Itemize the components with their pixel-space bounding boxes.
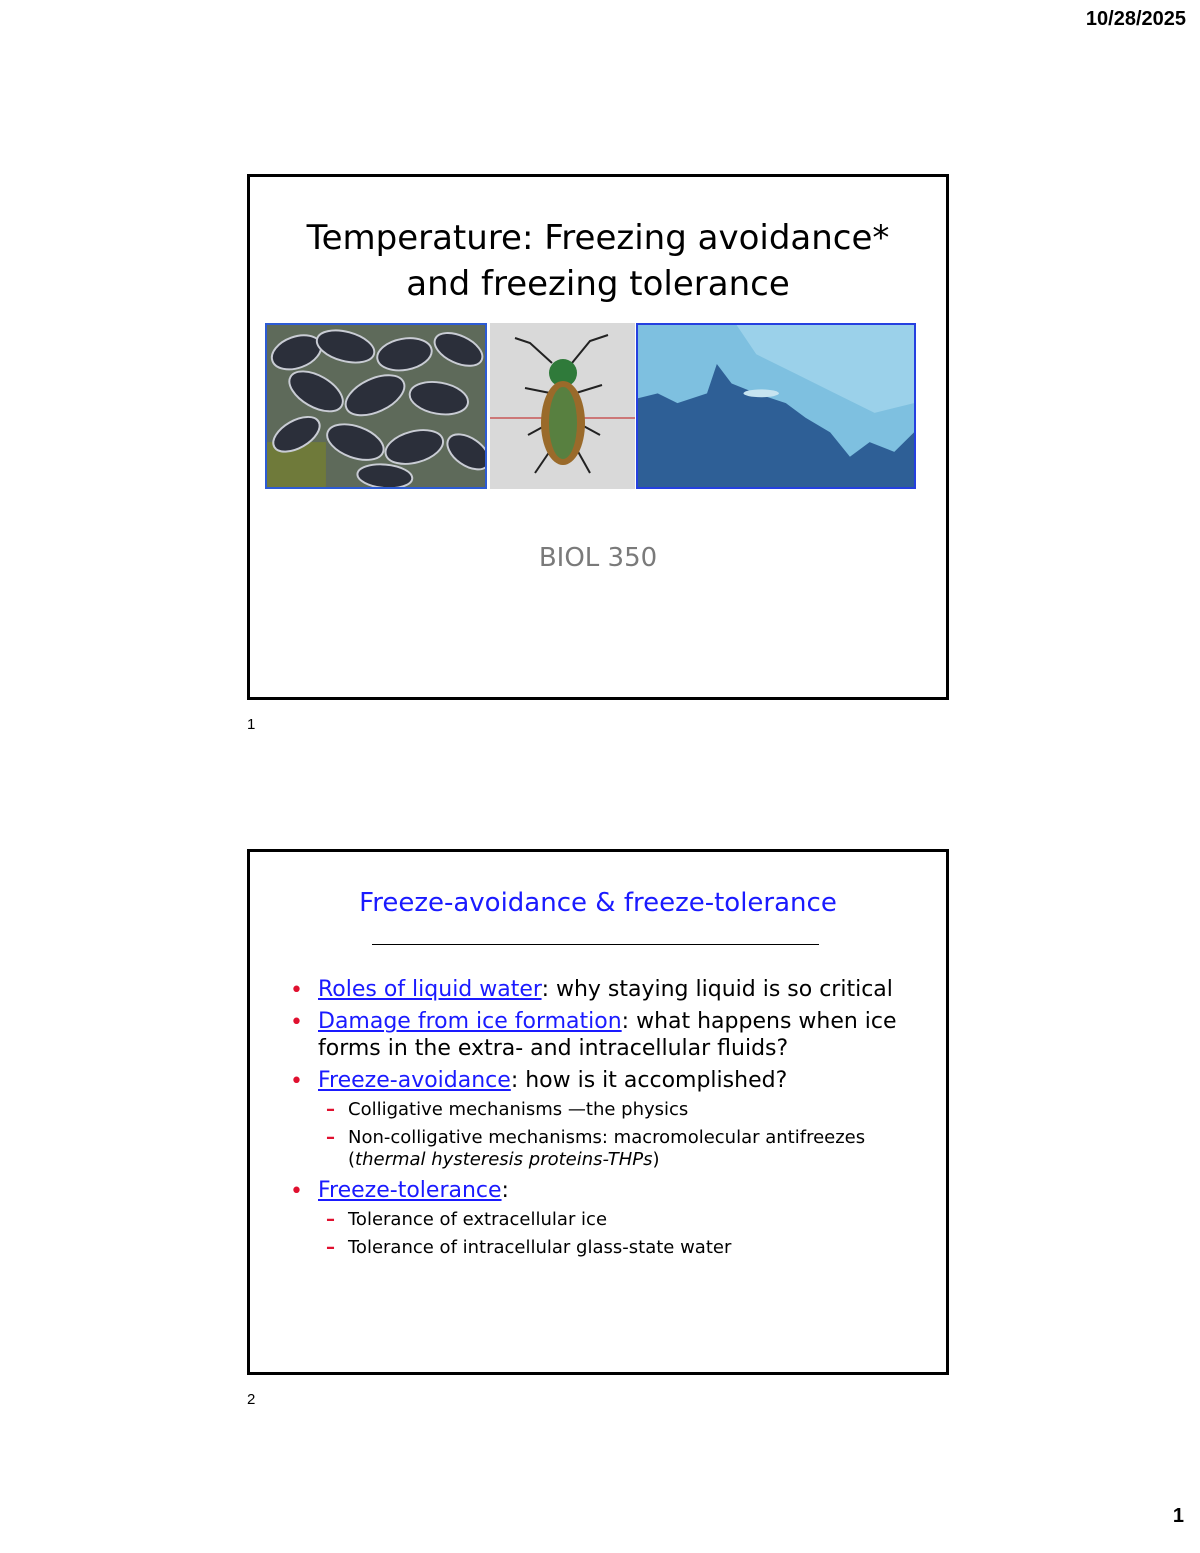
list-item [290,1177,926,1204]
sub-bullet-marker: – [326,1209,335,1230]
list-item-text: : why staying liquid is so critical [541,977,893,1002]
sub-list-item-text: Tolerance of extracellular ice [348,1209,608,1230]
sub-list-item-text: Tolerance of intracellular glass-state water [348,1237,732,1258]
sub-list-item-end: ) [652,1149,660,1170]
link-damage-from-ice-formation[interactable]: Damage from ice formation [318,1009,622,1034]
sub-list-item [290,1127,926,1171]
sub-bullet-marker: – [326,1099,335,1120]
slide-1-title-line-2: and freezing tolerance [406,264,790,304]
sub-bullet-marker: – [326,1127,335,1148]
sub-list-item [290,1237,926,1259]
slide-2 [247,849,949,1375]
list-item [290,1067,926,1094]
slide-1 [247,174,949,700]
slide-2-title: Freeze-avoidance & freeze-tolerance [359,888,837,918]
link-roles-of-liquid-water[interactable]: Roles of liquid water [318,977,542,1002]
list-item [290,1008,926,1062]
ice-photo [636,323,916,489]
slide-1-number: 1 [247,716,256,733]
list-item-text: : what happens when ice forms in the extra- and intracellular fluids? [318,1009,897,1061]
bullet-marker: • [290,978,303,1003]
sub-list-item [290,1099,926,1121]
bullet-marker: • [290,1069,303,1094]
list-item [290,976,926,1003]
bullet-marker: • [290,1010,303,1035]
title-underline [372,944,819,945]
link-freeze-avoidance[interactable]: Freeze-avoidance [318,1068,511,1093]
sub-list-item-text: Non-colligative mechanisms: macromolecular antifreezes ( [348,1127,866,1170]
print-date: 10/28/2025 [1085,8,1186,30]
sub-bullet-marker: – [326,1237,335,1258]
mussels-photo [265,323,487,489]
list-item-text: : [501,1178,509,1203]
course-code: BIOL 350 [538,543,658,573]
page-number: 1 [1172,1505,1184,1527]
bullet-marker: • [290,1179,303,1204]
slide-2-number: 2 [247,1391,256,1408]
slide-1-title-line-1: Temperature: Freezing avoidance* [306,218,890,258]
beetle-photo [490,323,635,489]
link-freeze-tolerance[interactable]: Freeze-tolerance [318,1178,502,1203]
bullet-list [290,976,926,1265]
sub-list-item [290,1209,926,1231]
slide-1-title [250,215,946,307]
sub-list-item-italic: thermal hysteresis proteins-THPs [355,1149,653,1170]
sub-list-item-text: Colligative mechanisms —the physics [348,1099,689,1120]
list-item-text: : how is it accomplished? [510,1068,788,1093]
